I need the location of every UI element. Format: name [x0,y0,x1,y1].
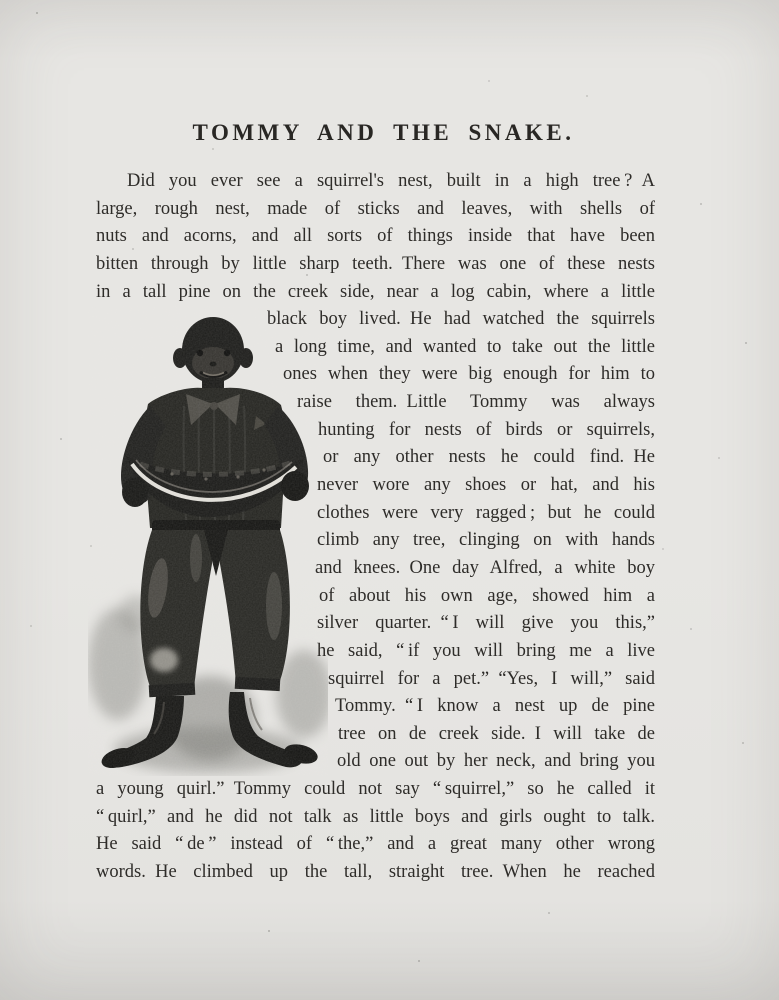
text-line: tree on de creek side. I will take de [338,723,655,744]
text-line: hunting for nests of birds or squirrels, [318,419,655,440]
text-line: a long time, and wanted to take out the little [275,336,655,357]
text-line: nuts and acorns, and all sorts of things inside that have been [96,226,655,247]
text-line: old one out by her neck, and bring you [337,751,655,772]
text-line: large, rough nest, made of sticks and leaves, with shells of [96,198,655,219]
text-line: black boy lived. He had watched the squirrels [267,309,655,330]
text-line: he said, “ if you will bring me a live [317,640,655,661]
text-line: “ quirl,” and he did not talk as little boys and girls ought to talk. [96,806,655,827]
text-line: a young quirl.” Tommy could not say “ squirrel,” so he called it [96,779,655,800]
text-line: climb any tree, clinging on with hands [317,530,655,551]
text-line: Did you ever see a squirrel's nest, built in a high tree ? A [127,171,655,191]
text-line: silver quarter. “ I will give you this,” [317,613,655,634]
text-line: never wore any shoes or hat, and his [317,475,655,496]
text-line: bitten through by little sharp teeth. There was one of these nests [96,253,655,274]
text-line: and knees. One day Alfred, a white boy [315,557,655,578]
paper-specks [0,0,2,2]
text-line: He said “ de ” instead of “ the,” and a great many other wrong [96,834,655,855]
page-title: TOMMY AND THE SNAKE. [192,120,575,145]
text-line: words. He climbed up the tall, straight tree. When he reached [96,862,655,883]
story-text [96,168,655,887]
text-line: or any other nests he could find. He [323,447,655,468]
text-line: in a tall pine on the creek side, near a log cabin, where a little [96,281,655,302]
text-line: of about his own age, showed him a [319,585,655,606]
text-line: squirrel for a pet.” “Yes, I will,” said [328,668,655,689]
text-line: ones when they were big enough for him to [283,364,655,385]
text-line: raise them. Little Tommy was always [297,392,655,413]
text-line: Tommy. “ I know a nest up de pine [335,696,655,717]
text-line: clothes were very ragged ; but he could [317,502,655,523]
